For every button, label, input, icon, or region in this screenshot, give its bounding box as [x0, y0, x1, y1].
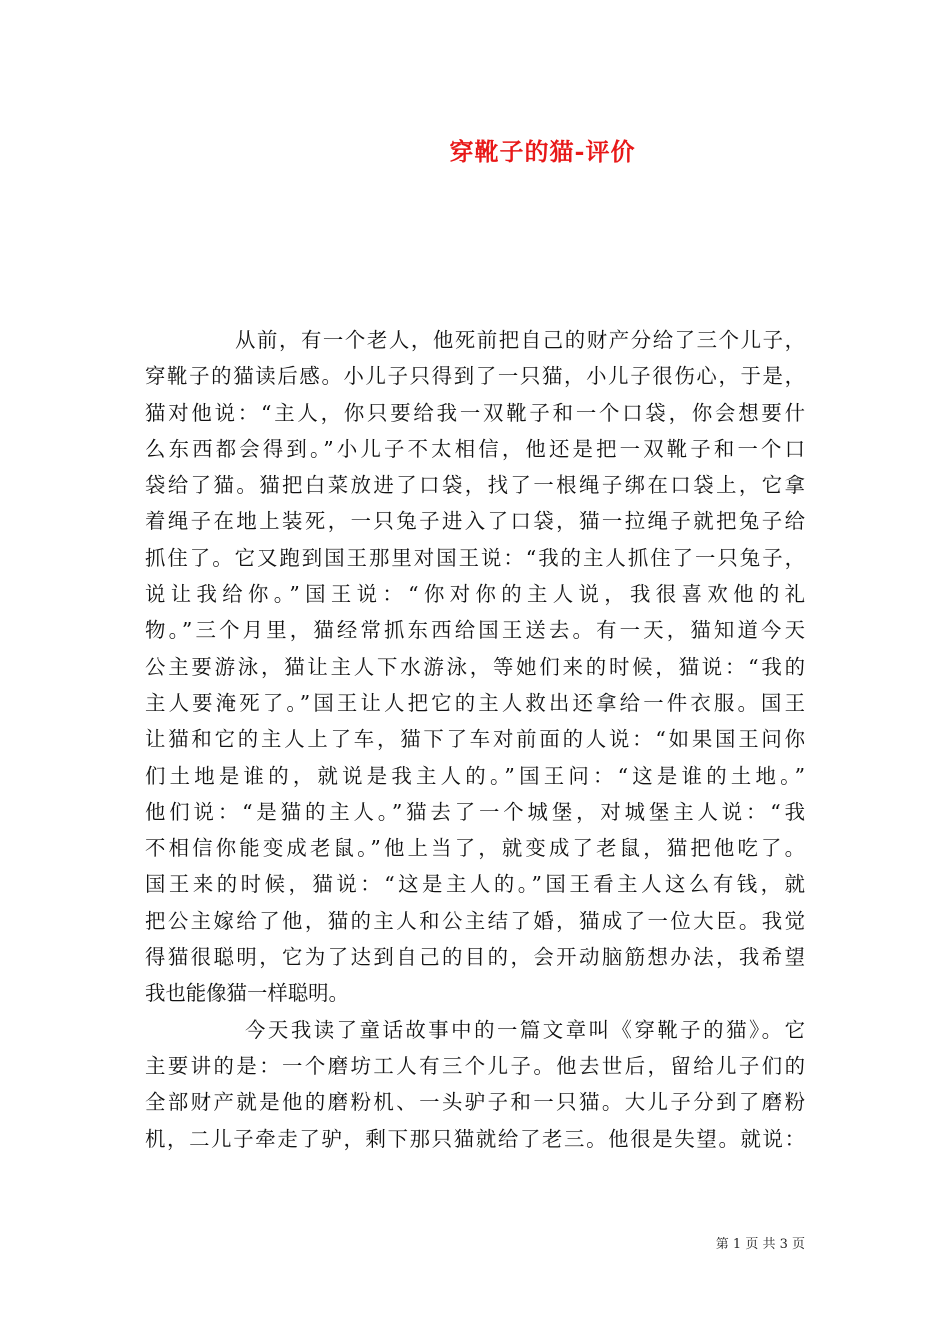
paragraph-line: 么东西都会得到。”小儿子不太相信，他还是把一双靴子和一个口 [145, 436, 805, 461]
paragraph-line: 从前，有一个老人，他死前把自己的财产分给了三个儿子， [235, 328, 805, 352]
paragraph-line: 国王来的时候，猫说：“这是主人的。”国王看主人这么有钱，就 [145, 872, 805, 897]
paragraph-line: 物。”三个月里，猫经常抓东西给国王送去。有一天，猫知道今天 [145, 618, 805, 643]
page-footer: 第 1 页 共 3 页 [715, 1237, 805, 1252]
paragraph-line: 公主要游泳，猫让主人下水游泳，等她们来的时候，猫说：“我的 [145, 654, 805, 679]
document-body [145, 322, 805, 1157]
paragraph-line: 们土地是谁的，就说是我主人的。”国王问：“这是谁的土地。” [145, 763, 805, 788]
paragraph-line: 猫对他说：“主人，你只要给我一双靴子和一个口袋，你会想要什 [145, 400, 805, 425]
paragraph-line: 今天我读了童话故事中的一篇文章叫《穿靴子的猫》。它 [245, 1017, 805, 1042]
paragraph-line: 主人要淹死了。”国王让人把它的主人救出还拿给一件衣服。国王 [145, 690, 805, 715]
paragraph-line: 说让我给你。”国王说：“你对你的主人说，我很喜欢他的礼 [145, 582, 805, 607]
paragraph-line: 我也能像猫一样聪明。 [145, 981, 349, 1006]
paragraph-line: 把公主嫁给了他，猫的主人和公主结了婚，猫成了一位大臣。我觉 [145, 908, 805, 933]
paragraph-line: 着绳子在地上装死，一只兔子进入了口袋，猫一拉绳子就把兔子给 [145, 509, 805, 534]
paragraph-line: 得猫很聪明，它为了达到自己的目的，会开动脑筋想办法，我希望 [145, 945, 805, 970]
paragraph-line: 让猫和它的主人上了车，猫下了车对前面的人说：“如果国王问你 [145, 727, 805, 752]
paragraph-line: 主要讲的是：一个磨坊工人有三个儿子。他去世后，留给儿子们的 [145, 1053, 805, 1078]
paragraph-line: 他们说：“是猫的主人。”猫去了一个城堡，对城堡主人说：“我 [145, 799, 805, 824]
paragraph-2 [145, 1012, 805, 1157]
paragraph-line: 全部财产就是他的磨粉机、一头驴子和一只猫。大儿子分到了磨粉 [145, 1090, 805, 1115]
paragraph-line: 抓住了。它又跑到国王那里对国王说：“我的主人抓住了一只兔子， [145, 545, 805, 570]
paragraph-line: 不相信你能变成老鼠。”他上当了，就变成了老鼠，猫把他吃了。 [145, 836, 805, 861]
paragraph-1 [145, 322, 805, 1012]
document-title: 穿靴子的猫-评价 [449, 137, 636, 166]
paragraph-line: 袋给了猫。猫把白菜放进了口袋，找了一根绳子绑在口袋上，它拿 [145, 473, 805, 498]
paragraph-line: 机，二儿子牵走了驴，剩下那只猫就给了老三。他很是失望。就说： [145, 1126, 805, 1151]
paragraph-line: 穿靴子的猫读后感。小儿子只得到了一只猫，小儿子很伤心，于是， [145, 364, 805, 389]
